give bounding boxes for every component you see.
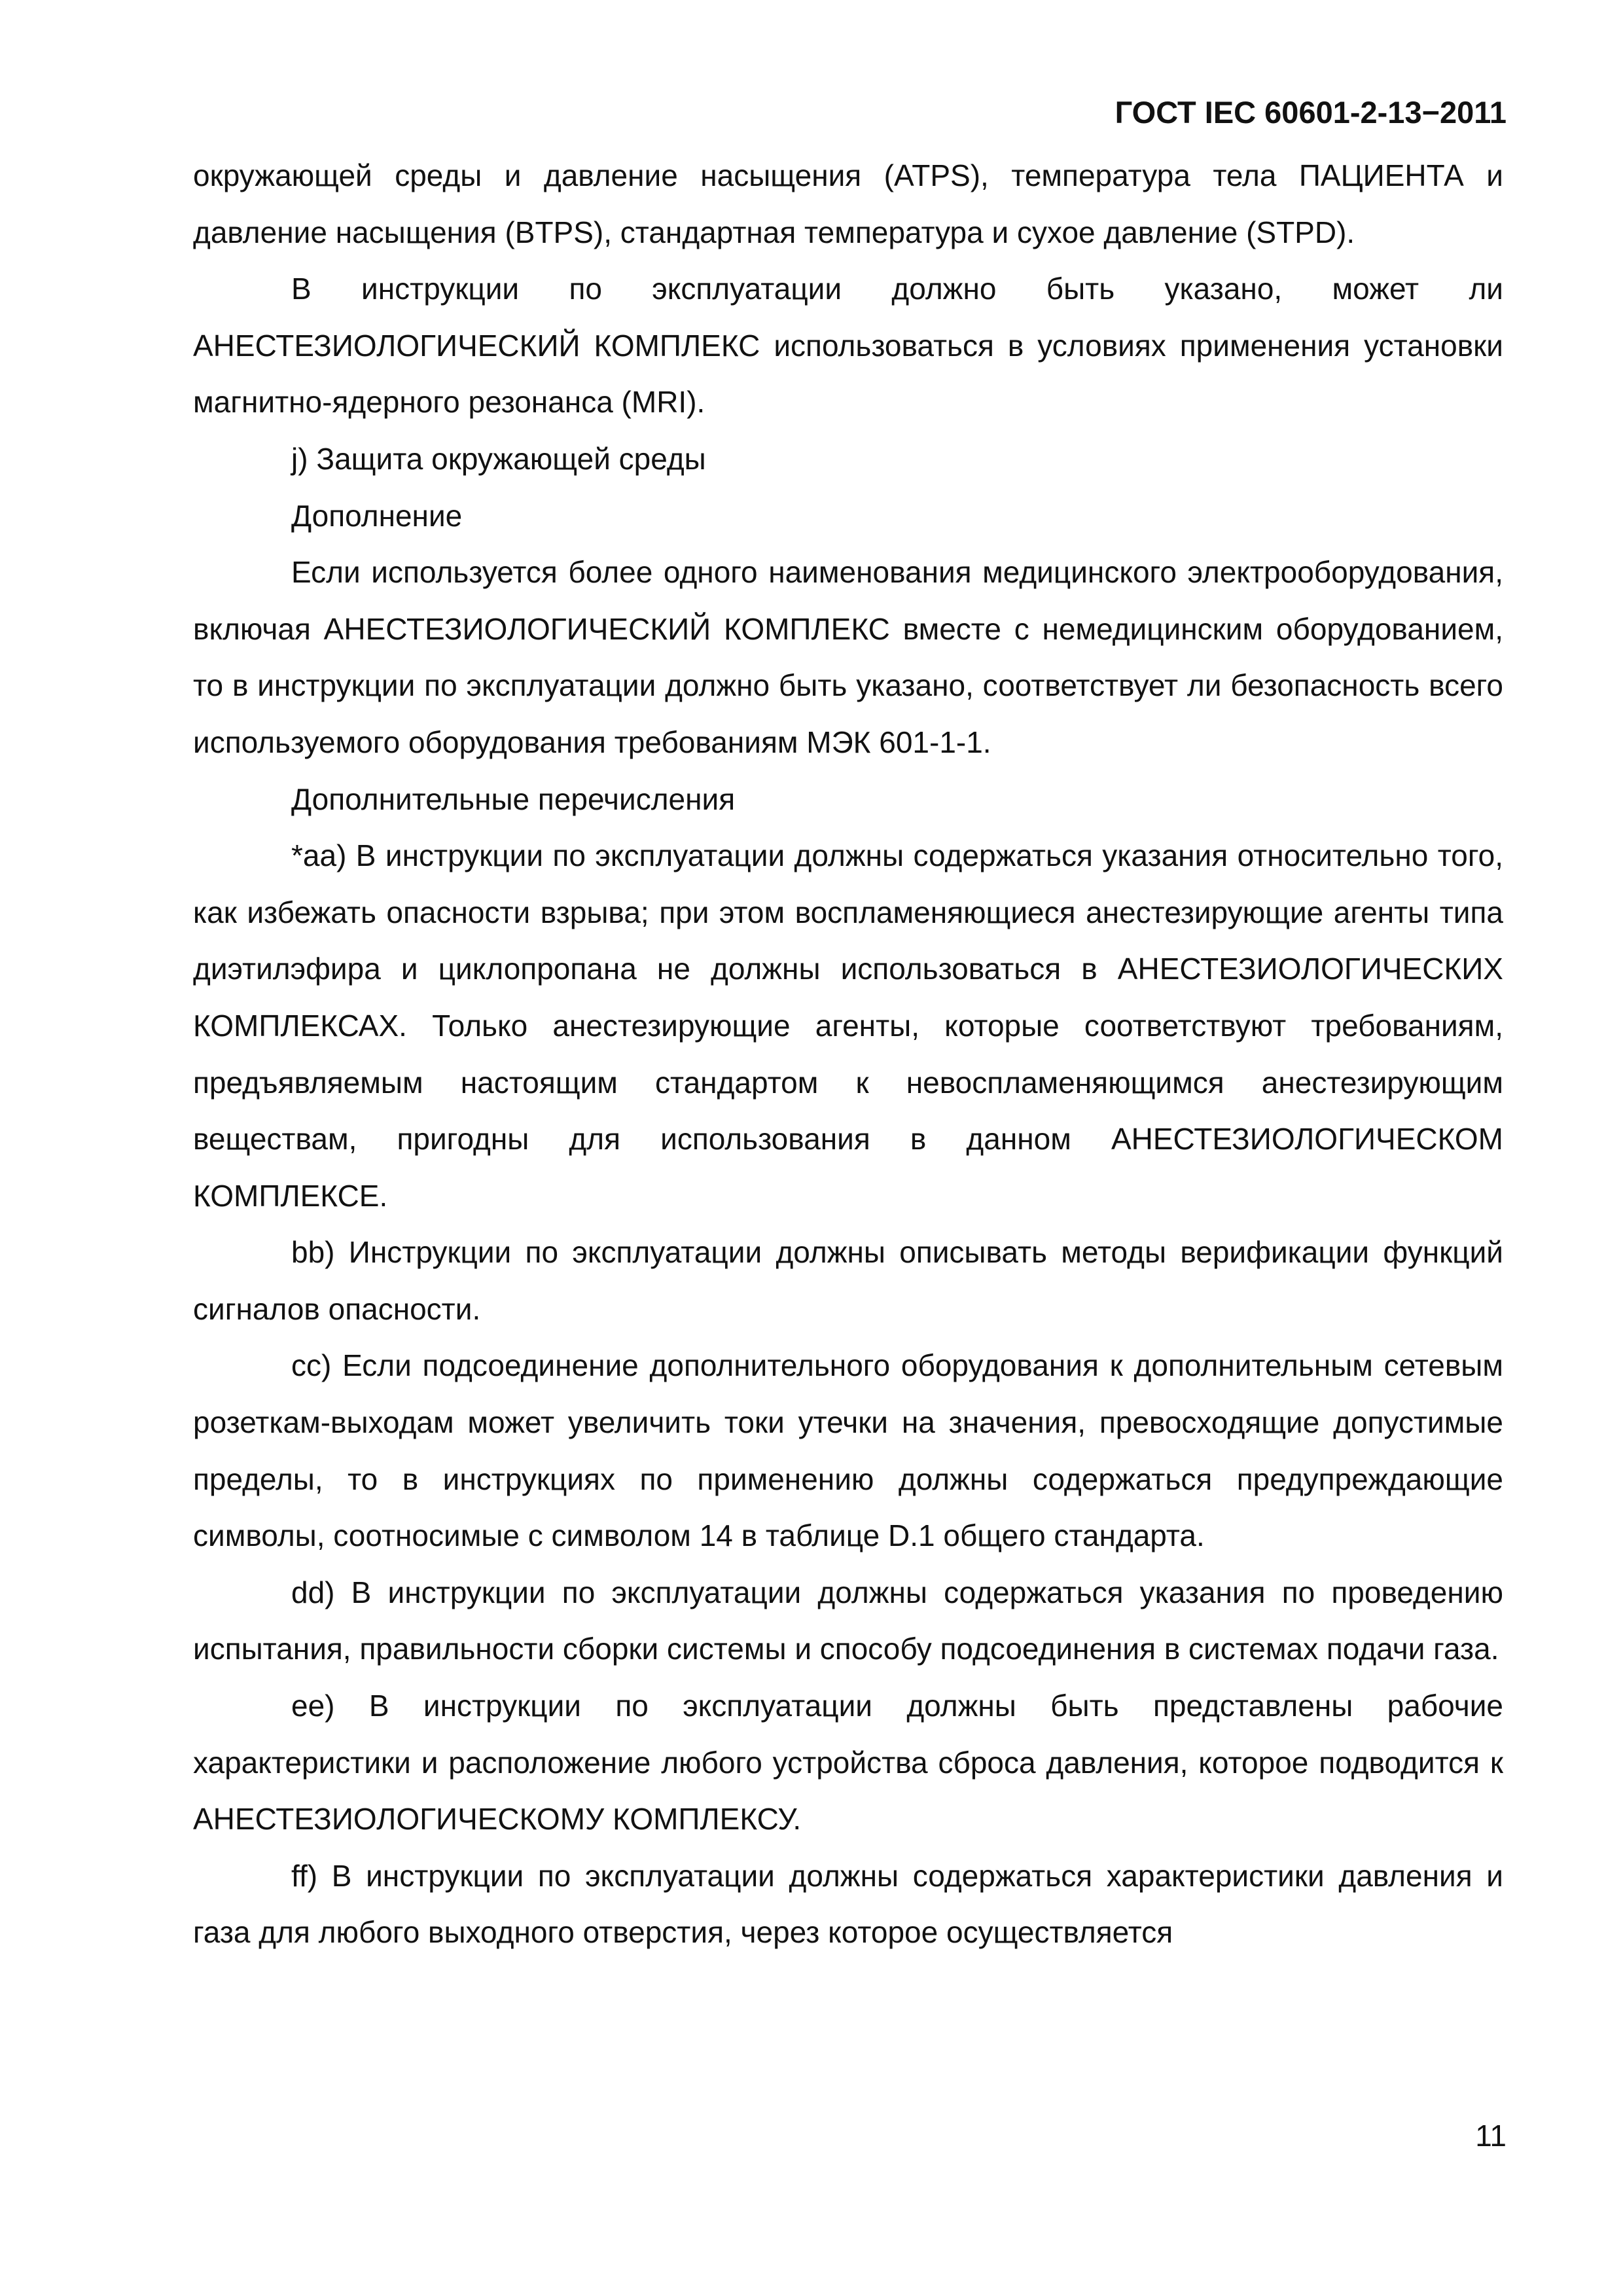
- list-item: dd) В инструкции по эксплуатации должны содержаться указания по проведению испытания, правильности сборки системы и способу подсоединения в системах подачи газа.: [193, 1575, 1503, 1666]
- document-header: ГОСТ IEC 60601-2-13−2011: [1115, 95, 1507, 130]
- page-number: 11: [1475, 2119, 1507, 2153]
- list-item: *aa) В инструкции по эксплуатации должны содержаться указания относительно того, как избежать опасности взрыва; при этом воспламеняющиеся анестезирующие агенты типа диэтилэфира и циклопропана не должны использоваться в АНЕСТЕЗИОЛОГИЧЕСКИХ КОМПЛЕКСАХ. Только анестезирующие агенты, которые соответствуют требованиям, предъявляемым настоящим стандартом к невоспламеняющимся анестезирующим веществам, пригодны для использования в данном АНЕСТЕЗИОЛОГИЧЕСКОМ КОМПЛЕКСЕ.: [193, 838, 1503, 1213]
- section-subheading: Дополнение: [291, 498, 463, 533]
- list-item: bb) Инструкции по эксплуатации должны описывать методы верификации функций сигналов опасности.: [193, 1235, 1503, 1326]
- section-heading: j) Защита окружающей среды: [291, 441, 706, 476]
- paragraph: В инструкции по эксплуатации должно быть указано, может ли АНЕСТЕЗИОЛОГИЧЕСКИЙ КОМПЛЕКС использоваться в условиях применения установки магнитно-ядерного резонанса (MRI).: [193, 272, 1503, 420]
- document-body: [193, 147, 1503, 1961]
- paragraph: Если используется более одного наименования медицинского электрооборудования, включая АНЕСТЕЗИОЛОГИЧЕСКИЙ КОМПЛЕКС вместе с немедицинским оборудованием, то в инструкции по эксплуатации должно быть указано, соответствует ли безопасность всего используемого оборудования требованиям МЭК 601-1-1.: [193, 555, 1503, 759]
- list-item: ee) В инструкции по эксплуатации должны быть представлены рабочие характеристики и расположение любого устройства сброса давления, которое подводится к АНЕСТЕЗИОЛОГИЧЕСКОМУ КОМПЛЕКСУ.: [193, 1689, 1503, 1837]
- list-item: cc) Если подсоединение дополнительного оборудования к дополнительным сетевым розеткам-выходам может увеличить токи утечки на значения, превосходящие допустимые пределы, то в инструкциях по применению должны содержаться предупреждающие символы, соотносимые с символом 14 в таблице D.1 общего стандарта.: [193, 1348, 1503, 1553]
- paragraph: окружающей среды и давление насыщения (ATPS), температура тела ПАЦИЕНТА и давление насыщения (BTPS), стандартная температура и сухое давление (STPD).: [193, 158, 1503, 249]
- list-item: ff) В инструкции по эксплуатации должны содержаться характеристики давления и газа для любого выходного отверстия, через которое осуществляется: [193, 1858, 1503, 1950]
- section-subheading: Дополнительные перечисления: [291, 781, 736, 816]
